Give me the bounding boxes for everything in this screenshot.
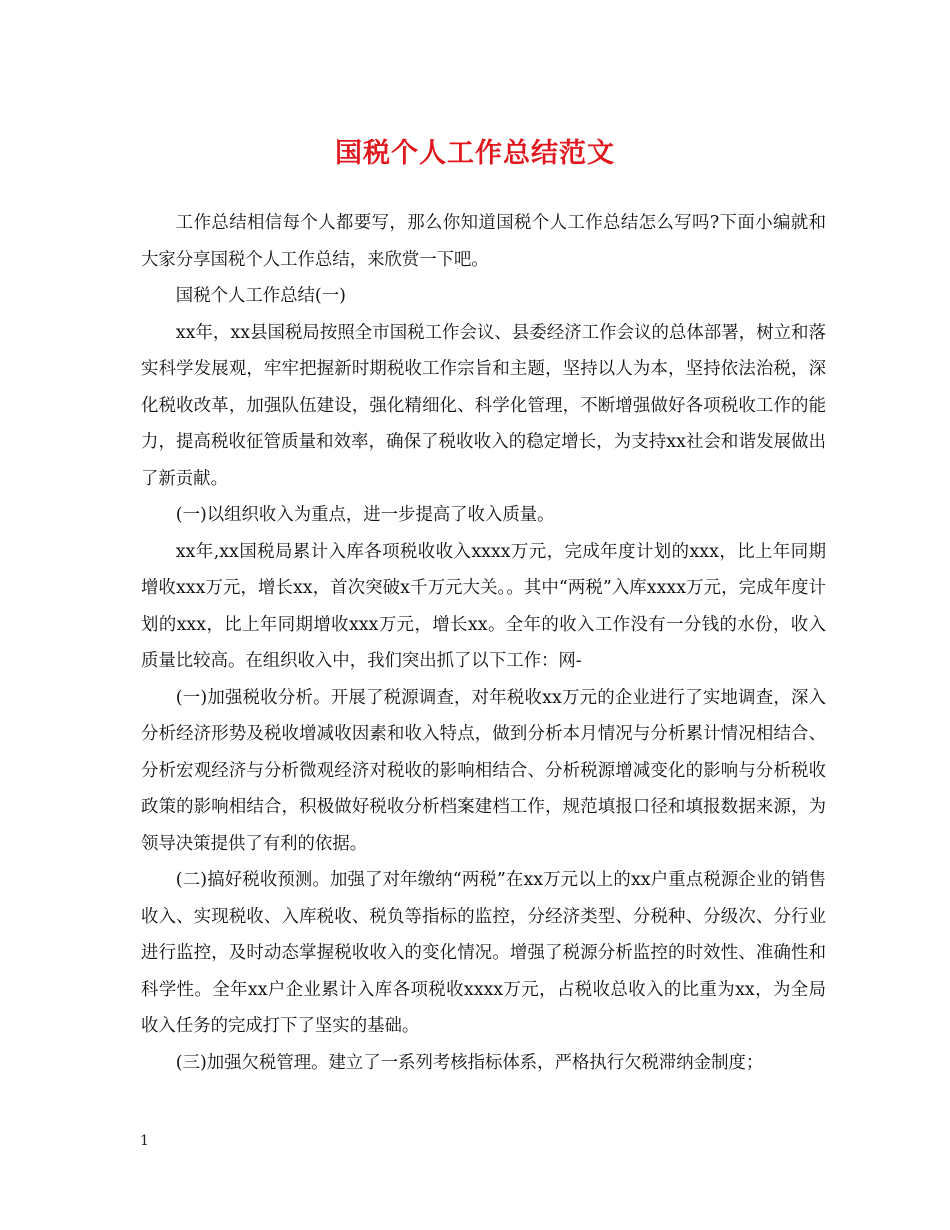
section-heading: 国税个人工作总结(一): [175, 286, 346, 306]
paragraph-overview: xx年，xx县国税局按照全市国税工作会议、县委经济工作会议的总体部署，树立和落实科学发展观，牢牢把握新时期税收工作宗旨和主题，坚持以人为本，坚持依法治税，深化税收改革，加强队伍建设，强化精细化、科学化管理，不断增强做好各项税收工作的能力，提高税收征管质量和效率，确保了税收收入的稳定增长，为支持xx社会和谐发展做出了新贡献。: [141, 322, 826, 489]
paragraph-tax-analysis: (一)加强税收分析。开展了税源调查，对年税收xx万元的企业进行了实地调查，深入分析经济形势及税收增减收因素和收入特点，做到分析本月情况与分析累计情况相结合、分析宏观经济与分析微观经济对税收的影响相结合、分析税源增减变化的影响与分析税收政策的影响相结合，积极做好税收分析档案建档工作，规范填报口径和填报数据来源，为领导决策提供了有利的依据。: [141, 687, 826, 854]
paragraph-revenue: xx年,xx国税局累计入库各项税收收入xxxx万元，完成年度计划的xxx，比上年同期增收xxx万元，增长xx，首次突破x千万元大关。。其中“两税”入库xxxx万元，完成年度计划的xxx，比上年同期增收xxx万元，增长xx。全年的收入工作没有一分钱的水份，收入质量比较高。在组织收入中，我们突出抓了以下工作：网-: [141, 541, 826, 671]
page-number: 1: [140, 1133, 149, 1149]
document-body: [141, 205, 826, 1081]
paragraph-intro: 工作总结相信每个人都要写，那么你知道国税个人工作总结怎么写吗?下面小编就和大家分享国税个人工作总结，来欣赏一下吧。: [141, 213, 826, 270]
subsection-heading: (一)以组织收入为重点，进一步提高了收入质量。: [175, 505, 555, 525]
document-title: 国税个人工作总结范文: [335, 138, 615, 169]
paragraph-arrears-management: (三)加强欠税管理。建立了一系列考核指标体系，严格执行欠税滞纳金制度；: [175, 1052, 764, 1073]
paragraph-tax-forecast: (二)搞好税收预测。加强了对年缴纳“两税”在xx万元以上的xx户重点税源企业的销售收入、实现税收、入库税收、税负等指标的监控，分经济类型、分税种、分级次、分行业进行监控，及时动态掌握税收收入的变化情况。增强了税源分析监控的时效性、准确性和科学性。全年xx户企业累计入库各项税收xxxx万元，占税收总收入的比重为xx，为全局收入任务的完成打下了坚实的基础。: [141, 870, 826, 1036]
